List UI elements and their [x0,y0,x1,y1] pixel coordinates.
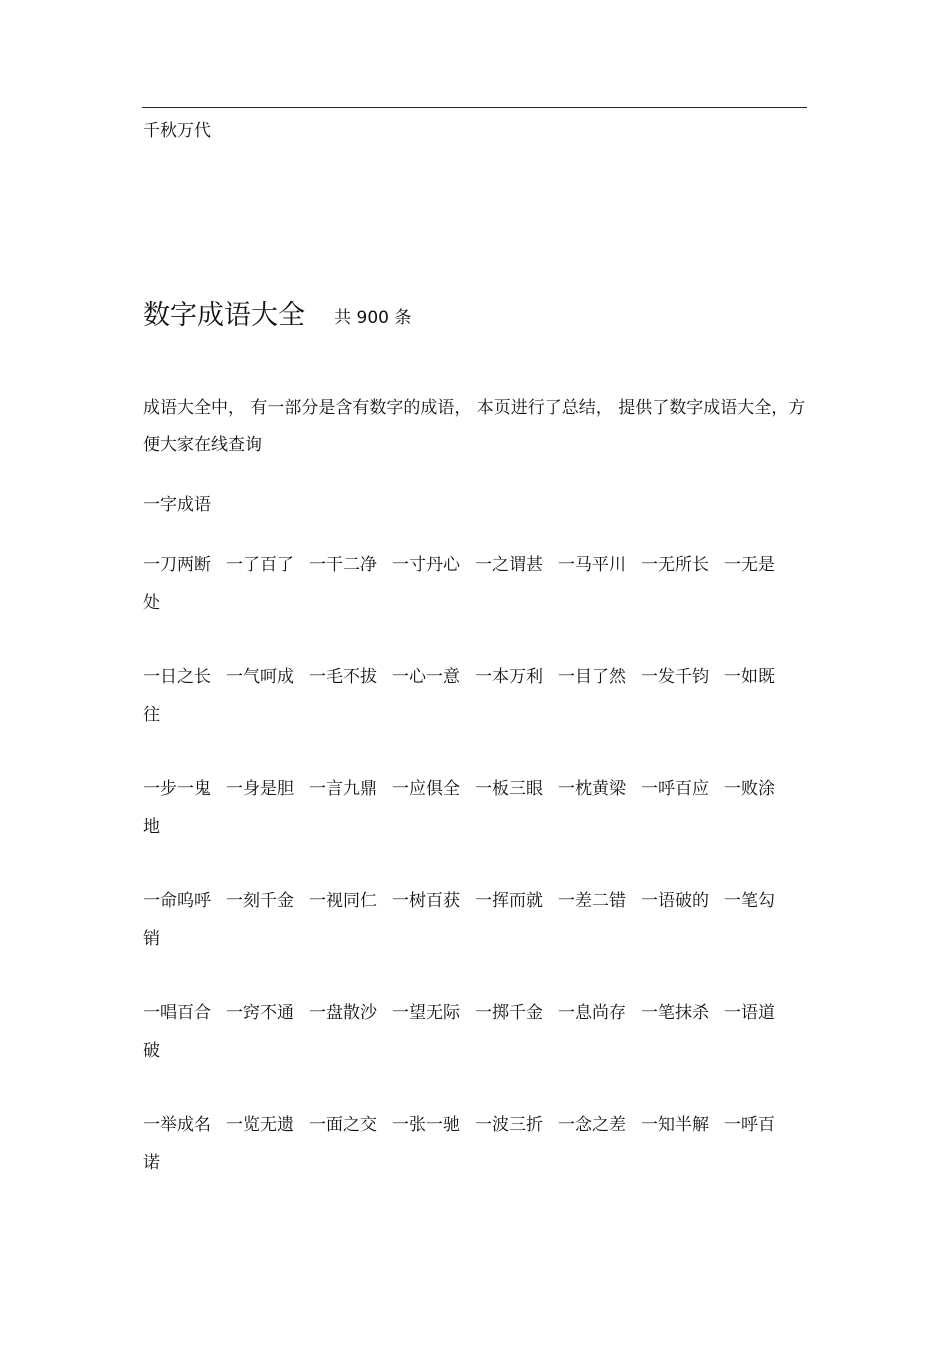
idiom-row [143,546,808,584]
idiom-wrap: 地 [143,817,160,837]
idiom: 一干二净 [309,555,377,575]
idiom: 一知半解 [641,1115,709,1135]
idiom: 一举成名 [143,1115,211,1135]
idiom: 一掷千金 [475,1003,543,1023]
intro-paragraph: 成语大全中， 有一部分是含有数字的成语， 本页进行了总结， 提供了数字成语大全，方便大家在线查询 [143,398,806,455]
idiom: 一视同仁 [309,891,377,911]
idiom-wrap: 销 [143,929,160,949]
idiom: 一本万利 [475,667,543,687]
idiom: 一呼百应 [641,779,709,799]
idiom: 一之谓甚 [475,555,543,575]
idiom: 一身是胆 [226,779,294,799]
idiom: 一笔抹杀 [641,1003,709,1023]
idiom: 一刀两断 [143,555,211,575]
idiom: 一面之交 [309,1115,377,1135]
idiom: 一言九鼎 [309,779,377,799]
page-title: 数字成语大全 [143,300,305,331]
idiom: 一差二错 [558,891,626,911]
idiom-row [143,882,808,920]
idiom: 一板三眼 [475,779,543,799]
idiom-row [143,994,808,1032]
idiom: 一无是 [724,555,775,575]
title-row [143,298,411,336]
idiom-wrap: 往 [143,705,160,725]
idiom: 一笔勾 [724,891,775,911]
idiom: 一刻千金 [226,891,294,911]
idiom-wrap: 处 [143,593,160,613]
idiom: 一枕黄梁 [558,779,626,799]
idiom: 一语道 [724,1003,775,1023]
idiom: 一无所长 [641,555,709,575]
idiom: 一波三折 [475,1115,543,1135]
idiom: 一窍不通 [226,1003,294,1023]
idiom: 一心一意 [392,667,460,687]
idiom: 一唱百合 [143,1003,211,1023]
idiom-line [143,546,808,622]
idiom: 一步一鬼 [143,779,211,799]
idiom: 一日之长 [143,667,211,687]
idiom-line [143,1106,808,1182]
previous-entry-text: 千秋万代 [143,121,211,141]
idiom: 一命呜呼 [143,891,211,911]
idiom-line [143,658,808,734]
idiom: 一应俱全 [392,779,460,799]
idiom-line [143,994,808,1070]
idiom: 一语破的 [641,891,709,911]
idiom: 一树百获 [392,891,460,911]
idiom: 一马平川 [558,555,626,575]
section-heading: 一字成语 [143,495,211,515]
idiom-wrap: 破 [143,1041,160,1061]
idiom: 一气呵成 [226,667,294,687]
idiom-row [143,770,808,808]
idiom: 一息尚存 [558,1003,626,1023]
idiom: 一了百了 [226,555,294,575]
idiom: 一毛不拔 [309,667,377,687]
entry-count: 共 900 条 [334,308,412,328]
idiom: 一张一驰 [392,1115,460,1135]
idiom: 一如既 [724,667,775,687]
idiom: 一寸丹心 [392,555,460,575]
idiom-row [143,658,808,696]
idiom: 一挥而就 [475,891,543,911]
idiom: 一呼百 [724,1115,775,1135]
idiom: 一目了然 [558,667,626,687]
idiom: 一盘散沙 [309,1003,377,1023]
idiom: 一败涂 [724,779,775,799]
idiom: 一发千钧 [641,667,709,687]
idiom: 一览无遗 [226,1115,294,1135]
header-divider [142,107,807,108]
idiom-wrap: 诺 [143,1153,160,1173]
idiom: 一念之差 [558,1115,626,1135]
idiom-line [143,882,808,958]
idiom-line [143,770,808,846]
idiom: 一望无际 [392,1003,460,1023]
idiom-row [143,1106,808,1144]
